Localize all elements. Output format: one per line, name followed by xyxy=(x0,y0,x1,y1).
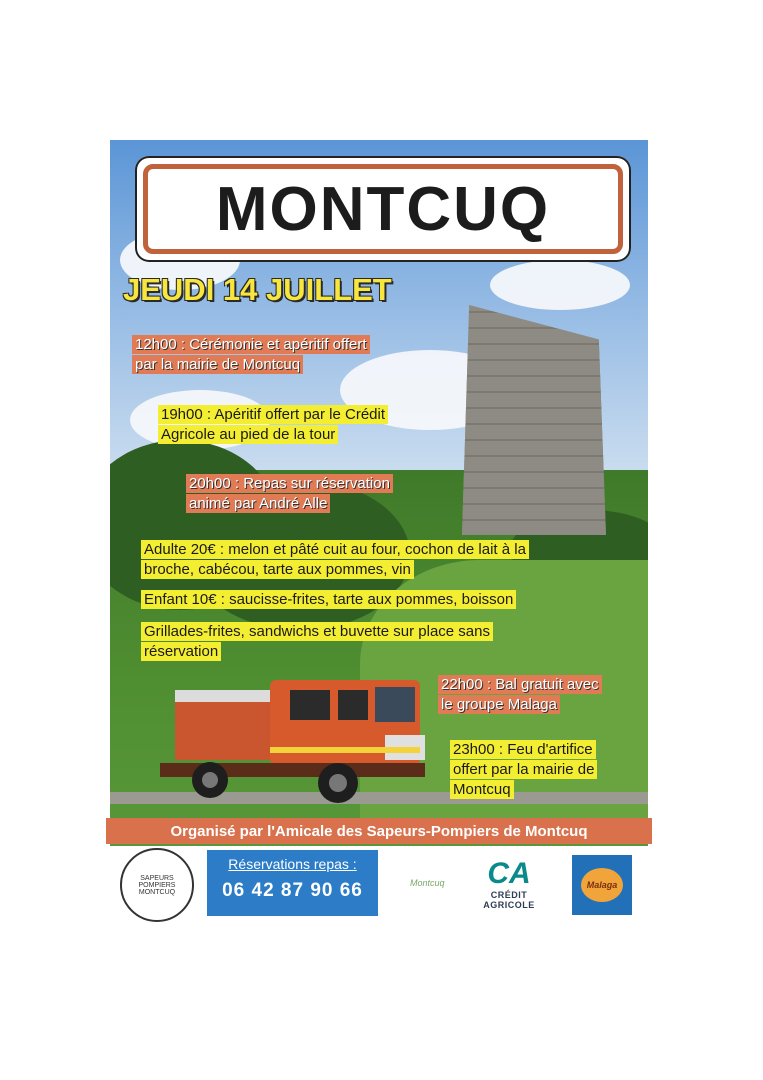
title-sign xyxy=(135,156,631,262)
reservation-label: Réservations repas : xyxy=(228,856,357,872)
cloud xyxy=(490,260,630,310)
credit-agricole-logo xyxy=(466,858,552,908)
stone-tower xyxy=(462,305,606,535)
event-12h00: 12h00 : Cérémonie et apéritif offert par la mairie de Montcuq xyxy=(132,335,370,375)
event-date: JEUDI 14 JUILLET xyxy=(123,272,392,307)
reservation-phone: 06 42 87 90 66 xyxy=(222,880,363,901)
sapeurs-pompiers-seal-logo xyxy=(120,848,194,922)
event-23h00: 23h00 : Feu d'artifice offert par la mairie de Montcuq xyxy=(450,740,597,800)
malaga-logo xyxy=(572,855,632,915)
menu-adulte: Adulte 20€ : melon et pâté cuit au four, cochon de lait à la broche, cabécou, tarte aux pommes, vin xyxy=(141,540,529,580)
menu-enfant: Enfant 10€ : saucisse-frites, tarte aux pommes, boisson xyxy=(141,590,516,610)
event-20h00: 20h00 : Repas sur réservation animé par André Alle xyxy=(186,474,393,514)
menu-grillades: Grillades-frites, sandwichs et buvette sur place sans réservation xyxy=(141,622,493,662)
event-22h00: 22h00 : Bal gratuit avec le groupe Malaga xyxy=(438,675,602,715)
credit-agricole-mark: CA xyxy=(487,857,531,890)
page-title: MONTCUQ xyxy=(215,174,551,244)
credit-agricole-name: CRÉDIT AGRICOLE xyxy=(483,890,535,910)
event-19h00: 19h00 : Apéritif offert par le Crédit Agricole au pied de la tour xyxy=(158,405,388,445)
malaga-logo-text: Malaga xyxy=(586,880,618,890)
seal-text: SAPEURS POMPIERS MONTCUQ xyxy=(138,874,176,896)
fire-truck-image xyxy=(160,675,430,805)
organizer-banner: Organisé par l'Amicale des Sapeurs-Pompiers de Montcuq xyxy=(106,818,652,844)
small-sponsor-logo: Montcuq xyxy=(410,878,445,888)
reservation-box xyxy=(207,850,378,916)
